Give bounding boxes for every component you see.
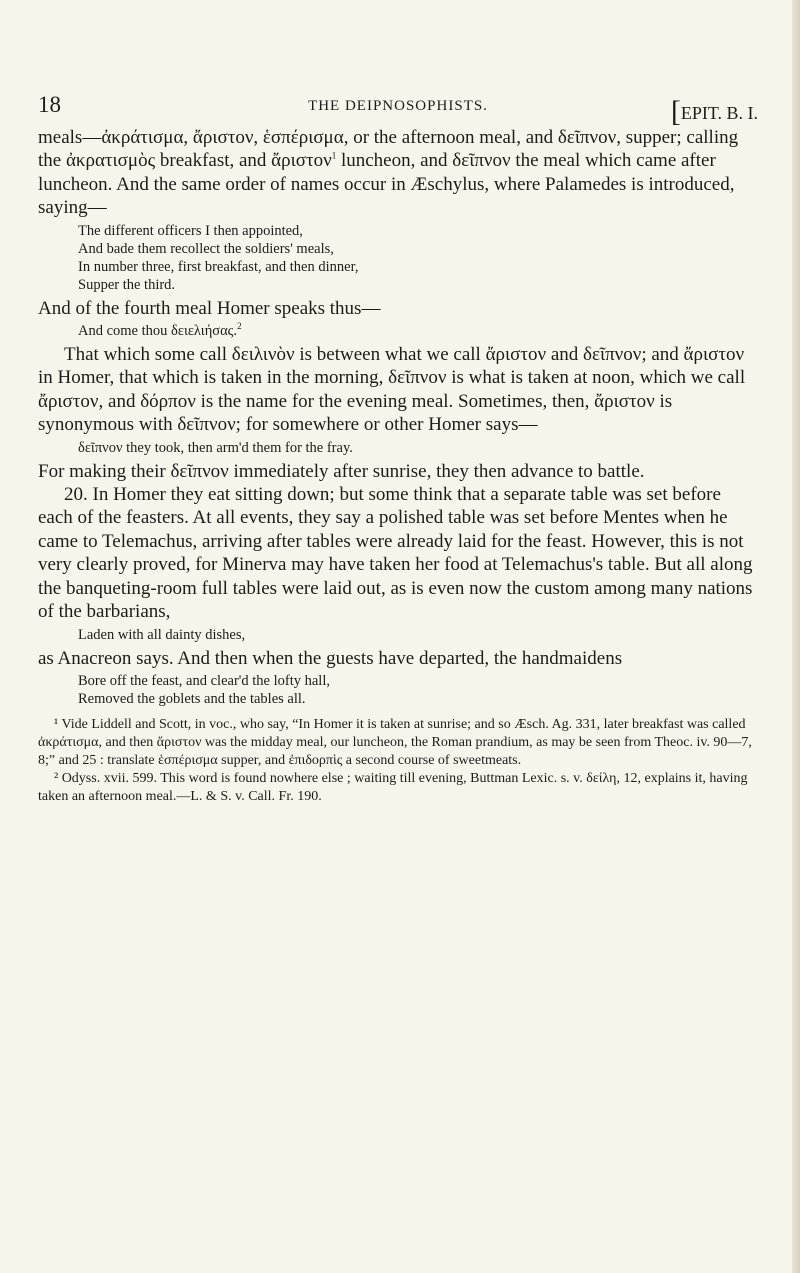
verse-block-2	[78, 322, 758, 340]
verse-line: Bore off the feast, and clear'd the lofty hall,	[78, 672, 330, 689]
paragraph-1	[38, 126, 758, 220]
running-title: THE DEIPNOSOPHISTS.	[308, 98, 488, 114]
section-mark: [EPIT. B. I.	[670, 95, 758, 128]
paragraph-3: That which some call δειλινὸν is between what we call ἄριστον and δεῖπνον; and ἄριστον in Homer, that which is taken in the morning, δεῖπνον is what is taken at noon, which we call ἄριστον, and δόρπον is the name for the evening meal. Sometimes, then, ἄριστον is synonymous with δεῖπνον; for somewhere or other Homer says—	[38, 344, 746, 436]
verse-line: The different officers I then appointed,	[78, 222, 303, 239]
verse-block-3	[78, 439, 758, 457]
paragraph-5: 20. In Homer they eat sitting down; but some think that a separate table was set before each of the feasters. At all events, they say a polished table was set before Mentes when he came to Telemachus, arriving after tables were already laid for the feast. However, this is not very clearly proved, for Minerva may have taken her food at Telemachus's table. But all along the banqueting-room full tables were laid out, as is even now the custom among many nations of the barbarians,	[38, 484, 753, 623]
verse-block-5	[78, 672, 758, 708]
verse-line: In number three, first breakfast, and then dinner,	[78, 258, 359, 275]
footnote-ref-2: 2	[237, 321, 242, 332]
verse-line: Removed the goblets and the tables all.	[78, 690, 306, 707]
verse-line: Laden with all dainty dishes,	[78, 626, 246, 643]
paragraph-1-continued: luncheon, and δεῖπνον the meal which came after luncheon. And the same order of names occur in Æschylus, where Palamedes is introduced, saying—	[38, 150, 735, 219]
verse-line: And bade them recollect the soldiers' meals,	[78, 240, 334, 257]
footnote-2: ² Odyss. xvii. 599. This word is found nowhere else ; waiting till evening, Buttman Lexic. s. v. δείλη, 12, explains it, having taken an afternoon meal.—L. & S. v. Call. Fr. 190.	[38, 770, 748, 804]
page-header	[38, 92, 758, 128]
footnote-1: ¹ Vide Liddell and Scott, in voc., who say, “In Homer it is taken at sunrise; and so Æsch. Ag. 331, later breakfast was called ἀκράτισμα, and then ἄριστον was the midday meal, our luncheon, the Roman prandium, as may be seen from Theoc. iv. 90—7, 8;” and 25 : translate ἑσπέρισμα supper, and ἐπιδορπὶς a second course of sweetmeats.	[38, 716, 752, 768]
verse-line: Supper the third.	[78, 276, 176, 293]
page-content	[38, 126, 758, 806]
verse-line: δεῖπνον they took, then arm'd them for the fray.	[78, 439, 353, 456]
paragraph-1-text: meals—ἀκράτισμα, ἄριστον, ἑσπέρισμα, or the afternoon meal, and δεῖπνον, supper; calling the ἀκρατισμὸς breakfast, and ἄριστον	[38, 127, 739, 172]
verse-block-1	[78, 222, 758, 294]
paragraph-6: as Anacreon says. And then when the guests have departed, the handmaidens	[38, 647, 623, 669]
paragraph-2: And of the fourth meal Homer speaks thus—	[38, 297, 381, 319]
page-number: 18	[38, 92, 61, 117]
footnotes	[38, 716, 758, 806]
verse-line: And come thou δειελιήσας.	[78, 323, 238, 340]
section-label: EPIT. B. I.	[680, 103, 758, 123]
verse-block-4	[78, 626, 758, 644]
page-edge-shadow	[792, 0, 800, 1273]
footnote-ref-1: 1	[331, 151, 337, 162]
paragraph-4: For making their δεῖπνον immediately after sunrise, they then advance to battle.	[38, 460, 645, 482]
